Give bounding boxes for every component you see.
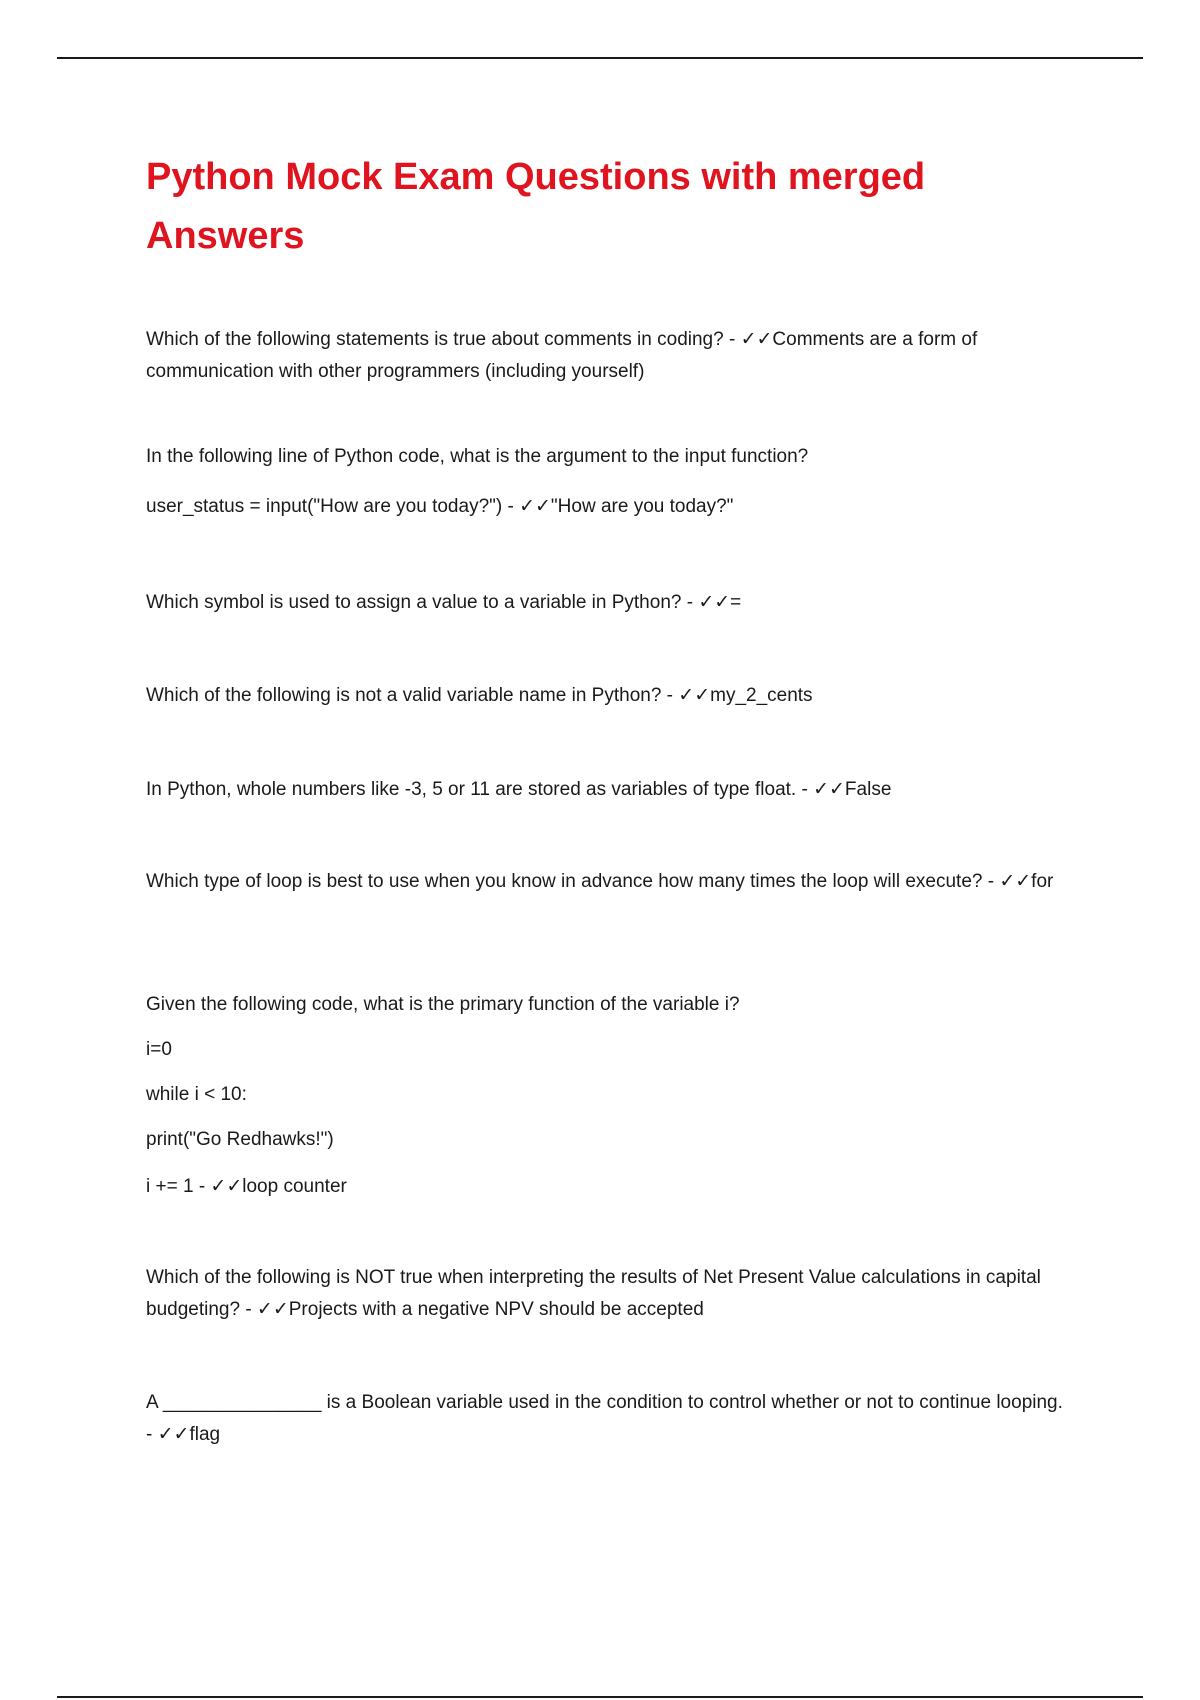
question-text: A _______________ is a Boolean variable used in the condition to control whether or not to continue looping. - ✓✓flag <box>146 1392 1063 1445</box>
document-title: Python Mock Exam Questions with merged Answers <box>146 156 926 257</box>
question-text: In Python, whole numbers like -3, 5 or 11 are stored as variables of type float. - ✓✓False <box>146 779 892 800</box>
bottom-rule <box>57 1696 1143 1698</box>
code-line-2 <box>146 1080 1066 1110</box>
question-5 <box>146 775 1066 805</box>
code-line-3 <box>146 1125 1066 1155</box>
question-8 <box>146 1262 1066 1326</box>
code-line-4 <box>146 1172 1066 1202</box>
question-text: Which of the following is NOT true when interpreting the results of Net Present Value calculations in capital budgeting? - ✓✓Projects with a negative NPV should be accepted <box>146 1267 1041 1320</box>
question-text: In the following line of Python code, what is the argument to the input function? <box>146 446 809 467</box>
question-6 <box>146 866 1066 898</box>
question-text: Which symbol is used to assign a value to a variable in Python? - ✓✓= <box>146 592 742 613</box>
question-text: Which of the following statements is true about comments in coding? - ✓✓Comments are a form of communication with other programmers (including yourself) <box>146 329 978 382</box>
question-3 <box>146 588 1066 618</box>
top-rule <box>57 57 1143 59</box>
question-text: Which type of loop is best to use when you know in advance how many times the loop will execute? - ✓✓for <box>146 871 1054 892</box>
code-line-answer: user_status = input("How are you today?") - ✓✓"How are you today?" <box>146 496 734 517</box>
question-2-code <box>146 492 1066 522</box>
code-line-answer: i += 1 - ✓✓loop counter <box>146 1176 347 1197</box>
question-4 <box>146 681 1066 711</box>
question-text: Which of the following is not a valid variable name in Python? - ✓✓my_2_cents <box>146 685 813 706</box>
code-line: print("Go Redhawks!") <box>146 1129 334 1150</box>
code-line-1 <box>146 1035 1066 1065</box>
question-9 <box>146 1387 1066 1451</box>
question-text: Given the following code, what is the primary function of the variable i? <box>146 994 740 1015</box>
code-line: while i < 10: <box>146 1084 247 1105</box>
question-7 <box>146 990 1066 1020</box>
code-line: i=0 <box>146 1039 172 1060</box>
question-2 <box>146 442 1066 472</box>
question-1 <box>146 324 1066 388</box>
